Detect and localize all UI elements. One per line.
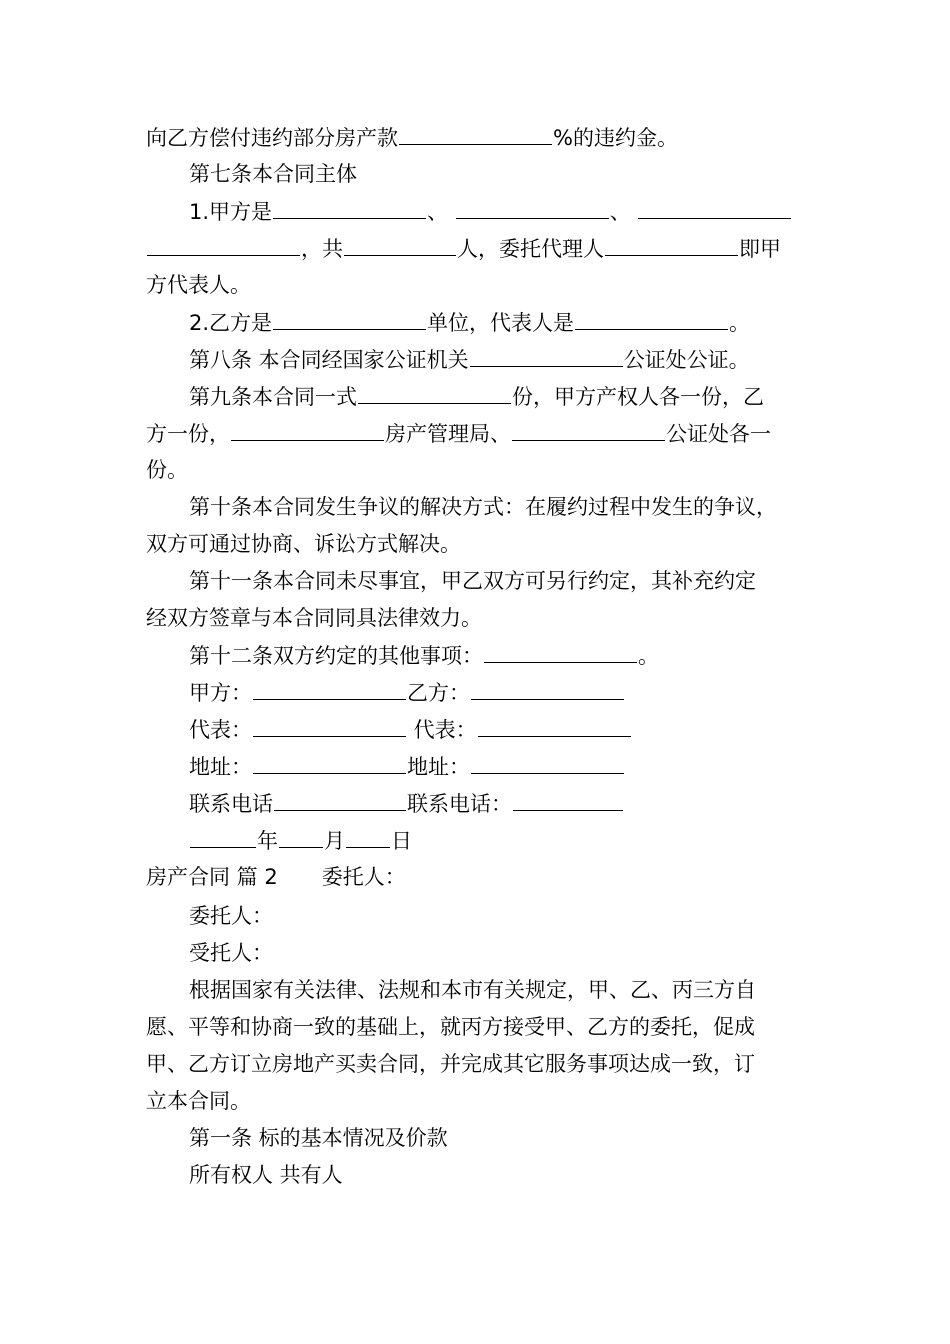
text-line: 第十一条本合同未尽事宜，甲乙双方可另行约定，其补充约定: [189, 569, 756, 593]
signature-line: 甲方： 乙方：: [189, 679, 625, 706]
blank-field: [346, 827, 390, 848]
text-line: 第十二条双方约定的其他事项： 。: [189, 644, 659, 668]
text-line: 受托人：: [189, 941, 273, 965]
blank-field: [274, 790, 406, 811]
blank-field: [253, 679, 406, 700]
text-line: 第八条 本合同经国家公证机关 公证处公证。: [189, 348, 750, 372]
blank-field: [638, 198, 791, 219]
blank-field: [513, 790, 623, 811]
text-line: 2.乙方是 单位，代表人是 。: [189, 311, 751, 335]
text-line: 方一份， 房产管理局、 公证处各一: [146, 422, 771, 446]
signature-line: 代表： 代表：: [189, 716, 632, 743]
blank-field: [575, 309, 728, 330]
blank-field: [273, 309, 426, 330]
blank-field: [471, 679, 624, 700]
blank-field: [456, 198, 609, 219]
blank-field: [484, 642, 637, 663]
blank-field: [358, 383, 511, 404]
text-line: 第十条本合同发生争议的解决方式：在履约过程中发生的争议，: [189, 495, 777, 519]
text-line: ，共 人，委托代理人 即甲: [146, 235, 781, 262]
blank-field: [231, 420, 384, 441]
text-line: 愿、平等和协商一致的基础上，就丙方接受甲、乙方的委托，促成: [146, 1015, 755, 1039]
text-line: 1.甲方是 、 、: [189, 198, 792, 225]
blank-field: [279, 827, 323, 848]
text-line: 经双方签章与本合同同具法律效力。: [146, 606, 482, 630]
text-line: 甲、乙方订立房地产买卖合同，并完成其它服务事项达成一致，订: [146, 1052, 755, 1076]
section-title: 房产合同 篇 2 委托人：: [146, 865, 406, 889]
blank-field: [471, 753, 624, 774]
text-line: 方代表人。: [146, 273, 251, 297]
section-heading: 第七条本合同主体: [189, 162, 357, 186]
blank-field: [478, 716, 631, 737]
blank-field: [512, 420, 665, 441]
text-line: 根据国家有关法律、法规和本市有关规定，甲、乙、丙三方自: [189, 978, 756, 1002]
blank-field: [147, 235, 300, 256]
blank-field: [470, 346, 623, 367]
text-line: 第九条本合同一式 份，甲方产权人各一份，乙: [189, 385, 764, 409]
blank-field: [605, 235, 738, 256]
blank-field: [399, 124, 552, 145]
signature-line: 地址： 地址：: [189, 753, 625, 780]
text-line: 份。: [146, 458, 188, 482]
blank-field: [273, 198, 426, 219]
date-line: 年 月 日: [189, 827, 412, 854]
text-line: 双方可通过协商、诉讼方式解决。: [146, 532, 461, 556]
text-line: 所有权人 共有人: [189, 1163, 343, 1187]
text-line: 向乙方偿付违约部分房产款 %的违约金。: [146, 126, 678, 150]
blank-field: [344, 235, 456, 256]
section-heading: 第一条 标的基本情况及价款: [189, 1126, 448, 1150]
text-line: 委托人：: [189, 904, 273, 928]
blank-field: [253, 716, 406, 737]
text-line: 立本合同。: [146, 1089, 251, 1113]
blank-field: [253, 753, 406, 774]
blank-field: [190, 827, 256, 848]
signature-line: 联系电话 联系电话：: [189, 790, 624, 817]
